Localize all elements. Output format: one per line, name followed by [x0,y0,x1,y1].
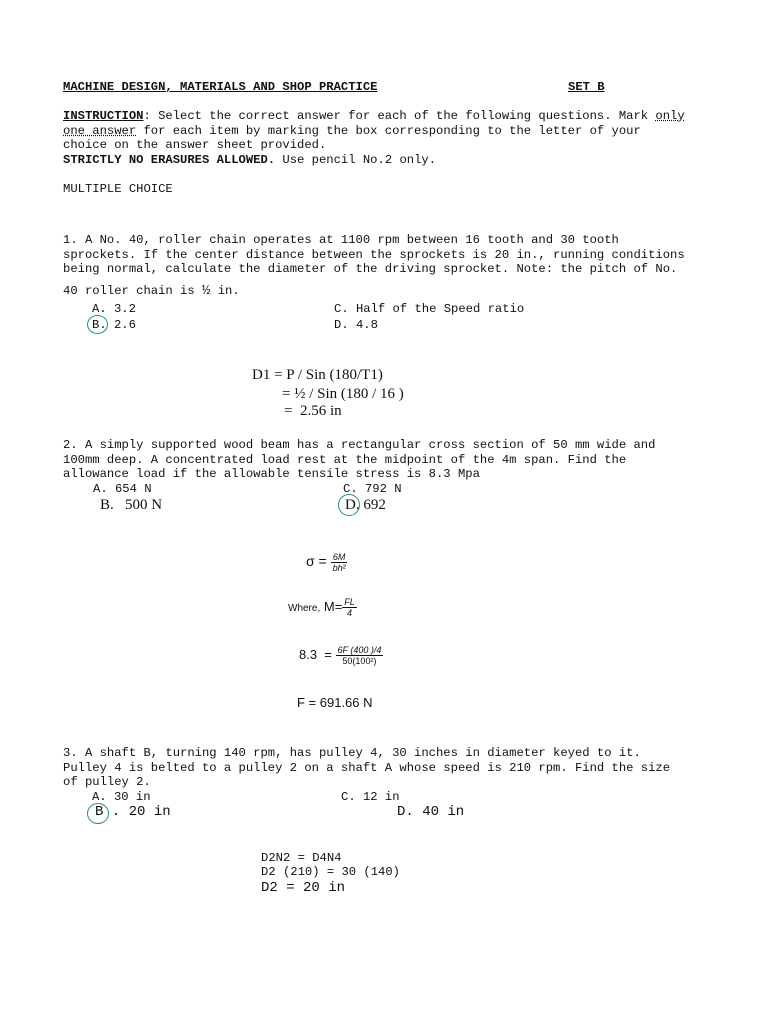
q3-option-a: A. 30 in [92,790,151,804]
q3-solution-line-2: D2 (210) = 30 (140) [261,865,400,879]
q3-line-3: of pulley 2. [63,775,151,789]
q2-option-b: B. 500 N [100,497,163,513]
q2-result: F = 691.66 N [297,695,373,710]
answer-circle [87,803,109,824]
instruction-label: INSTRUCTION [63,109,144,123]
section-heading: MULTIPLE CHOICE [63,182,173,196]
instruction-line-3: choice on the answer sheet provided. [63,138,327,152]
q1-line-4: 40 roller chain is ½ in. [63,283,240,299]
q1-line-1: 1. A No. 40, roller chain operates at 1100 rpm between 16 tooth and 30 tooth [63,233,619,247]
q2-option-d: D. 692 [345,497,386,513]
q1-option-d: D. 4.8 [334,318,378,332]
instruction-line-2: one answer for each item by marking the box corresponding to the letter of your [63,124,641,138]
strict-line: STRICTLY NO ERASURES ALLOWED. Use pencil No.2 only. [63,153,437,167]
q1-solution-line-3: = 2.56 in [284,403,342,419]
q3-option-b: B . 20 in [95,804,171,820]
q2-line-3: allowance load if the allowable tensile stress is 8.3 Mpa [63,467,480,481]
set-label: SET B [568,80,605,94]
q1-solution-line-2: = ½ / Sin (180 / 16 ) [282,386,404,402]
q3-line-2: Pulley 4 is belted to a pulley 2 on a shaft A whose speed is 210 rpm. Find the size [63,761,671,775]
q3-solution-line-1: D2N2 = D4N4 [261,851,342,865]
q3-line-1: 3. A shaft B, turning 140 rpm, has pulley 4, 30 inches in diameter keyed to it. [63,746,641,760]
q2-option-c: C. 792 N [343,482,402,496]
q3-option-c: C. 12 in [341,790,400,804]
q2-moment-formula: Where, M= $\frac{FL}{4}$ [288,597,355,618]
answer-circle [338,494,360,516]
q1-option-c: C. Half of the Speed ratio [334,302,525,316]
q3-option-d: D. 40 in [397,804,465,820]
page-title: MACHINE DESIGN, MATERIALS AND SHOP PRACTICE [63,80,378,94]
q1-solution-line-1: D1 = P / Sin (180/T1) [252,367,383,383]
q1-option-a: A. 3.2 [92,302,136,316]
q1-line-3: being normal, calculate the diameter of the driving sprocket. Note: the pitch of No. [63,262,678,276]
q1-line-2: sprockets. If the center distance between the sprockets is 20 in., running conditions [63,248,685,262]
half-fraction: ½ [201,283,211,299]
q2-line-2: 100mm deep. A concentrated load rest at the midpoint of the 4m span. Find the [63,453,627,467]
q2-substitution-formula: 8.3 = $\frac{6F (400 )/4}{\text{50(100²)}}$ [299,645,382,666]
instruction-line-1: INSTRUCTION: Select the correct answer for each of the following questions. Mark only [63,109,685,123]
q2-line-1: 2. A simply supported wood beam has a rectangular cross section of 50 mm wide and [63,438,656,452]
q2-option-a: A. 654 N [93,482,152,496]
q2-sigma-formula: σ = $\frac{6M}{\text{bh²}}$ [306,552,346,573]
q1-option-b: B. 2.6 [92,318,136,332]
q3-solution-line-3: D2 = 20 in [261,880,346,896]
answer-circle [87,315,108,334]
